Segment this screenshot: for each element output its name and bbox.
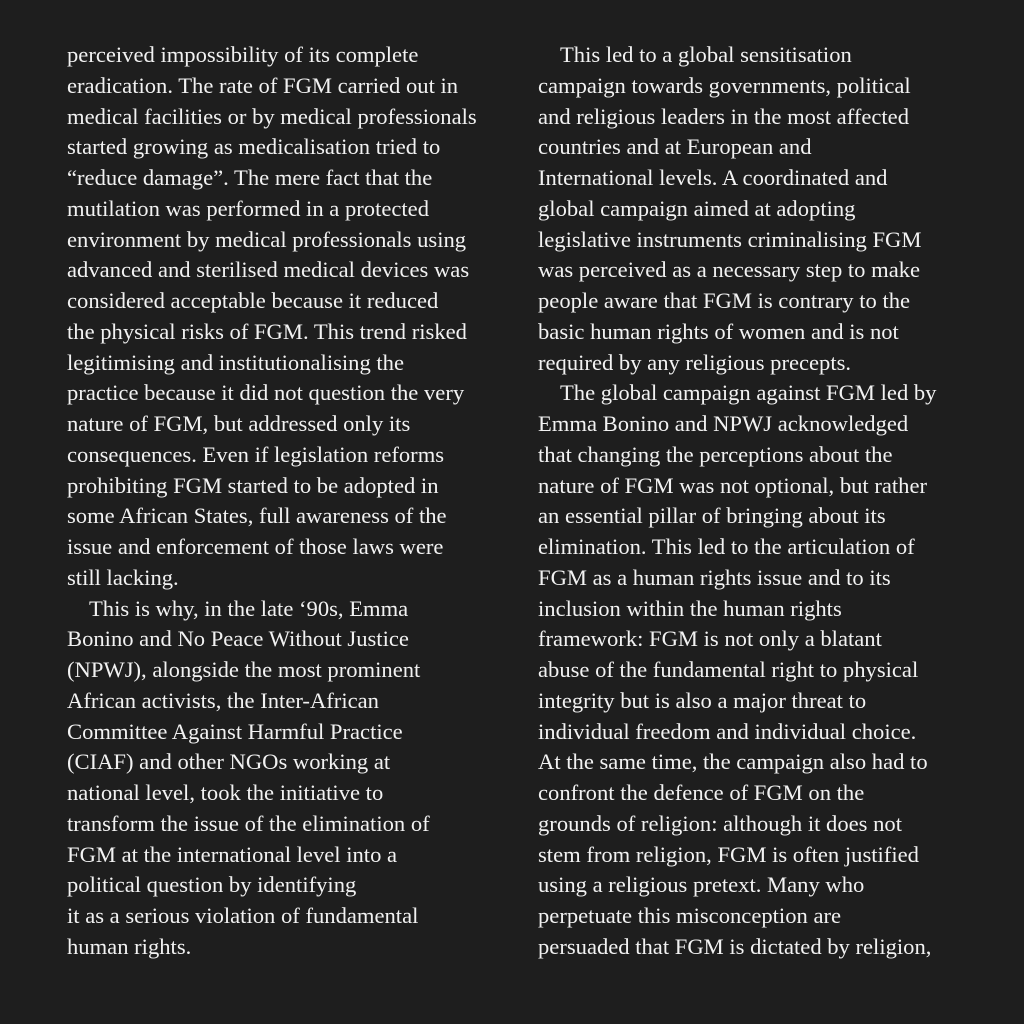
text-column-left	[67, 40, 517, 963]
text-line: International levels. A coordinated and	[538, 165, 888, 190]
text-line: issue and enforcement of those laws were	[67, 534, 444, 559]
text-line: medical facilities or by medical professionals	[67, 103, 477, 129]
text-line: African activists, the Inter-African	[67, 687, 379, 713]
text-line: This led to a global sensitisation	[560, 42, 852, 67]
text-line: transform the issue of the elimination of	[67, 810, 430, 836]
text-line: integrity but is also a major threat to	[538, 687, 867, 713]
text-line: still lacking.	[67, 564, 179, 590]
text-line: “reduce damage”. The mere fact that the	[67, 165, 433, 190]
text-line: Bonino and No Peace Without Justice	[67, 626, 409, 652]
text-line: basic human rights of women and is not	[538, 318, 899, 344]
text-line: that changing the perceptions about the	[538, 441, 893, 467]
text-line: an essential pillar of bringing about its	[538, 503, 886, 529]
text-line: FGM at the international level into a	[67, 841, 398, 867]
text-line: Emma Bonino and NPWJ acknowledged	[538, 411, 909, 436]
text-line: campaign towards governments, political	[538, 72, 911, 98]
text-line: it as a serious violation of fundamental	[67, 903, 419, 928]
text-line: nature of FGM, but addressed only its	[67, 411, 411, 436]
text-line: global campaign aimed at adopting	[538, 195, 856, 221]
text-line: The global campaign against FGM led by	[560, 380, 937, 406]
text-line: prohibiting FGM started to be adopted in	[67, 472, 439, 498]
text-line: political question by identifying	[67, 872, 357, 898]
text-line: and religious leaders in the most affected	[538, 103, 909, 129]
text-line: inclusion within the human rights	[538, 595, 842, 621]
text-line: considered acceptable because it reduced	[67, 288, 439, 313]
text-line: nature of FGM was not optional, but rather	[538, 472, 928, 498]
text-line: started growing as medicalisation tried to	[67, 134, 441, 160]
text-line: consequences. Even if legislation reforms	[67, 441, 445, 467]
text-line: human rights.	[67, 933, 192, 959]
text-line: Committee Against Harmful Practice	[67, 718, 403, 744]
text-line: elimination. This led to the articulation of	[538, 534, 915, 559]
text-line: legislative instruments criminalising FGM	[538, 226, 922, 252]
text-line: practice because it did not question the very	[67, 380, 465, 406]
text-line: grounds of religion: although it does not	[538, 810, 902, 836]
text-line: required by any religious precepts.	[538, 349, 852, 375]
text-line: legitimising and institutionalising the	[67, 349, 405, 375]
text-line: some African States, full awareness of the	[67, 503, 447, 529]
text-line: eradication. The rate of FGM carried out in	[67, 72, 459, 98]
text-line: national level, took the initiative to	[67, 780, 384, 805]
text-line: countries and at European and	[538, 134, 812, 160]
text-line: the physical risks of FGM. This trend risked	[67, 318, 467, 344]
text-line: (NPWJ), alongside the most prominent	[67, 657, 421, 682]
text-line: individual freedom and individual choice.	[538, 718, 917, 744]
text-line: (CIAF) and other NGOs working at	[67, 749, 391, 775]
text-line: environment by medical professionals using	[67, 226, 467, 252]
text-line: mutilation was performed in a protected	[67, 195, 430, 221]
text-line: using a religious pretext. Many who	[538, 872, 865, 898]
text-line: perceived impossibility of its complete	[67, 42, 419, 67]
text-line: perpetuate this misconception are	[538, 903, 842, 928]
text-line: people aware that FGM is contrary to the	[538, 288, 911, 313]
text-line: At the same time, the campaign also had to	[538, 749, 928, 775]
text-line: FGM as a human rights issue and to its	[538, 564, 891, 590]
text-line: confront the defence of FGM on the	[538, 780, 865, 805]
text-line: stem from religion, FGM is often justified	[538, 841, 919, 867]
text-line: advanced and sterilised medical devices was	[67, 257, 470, 283]
text-line: abuse of the fundamental right to physical	[538, 657, 919, 682]
text-line: framework: FGM is not only a blatant	[538, 626, 882, 652]
text-column-right	[538, 40, 988, 963]
text-line: was perceived as a necessary step to make	[538, 257, 921, 283]
text-line: This is why, in the late ‘90s, Emma	[89, 595, 409, 621]
text-line: persuaded that FGM is dictated by religion,	[538, 933, 932, 959]
